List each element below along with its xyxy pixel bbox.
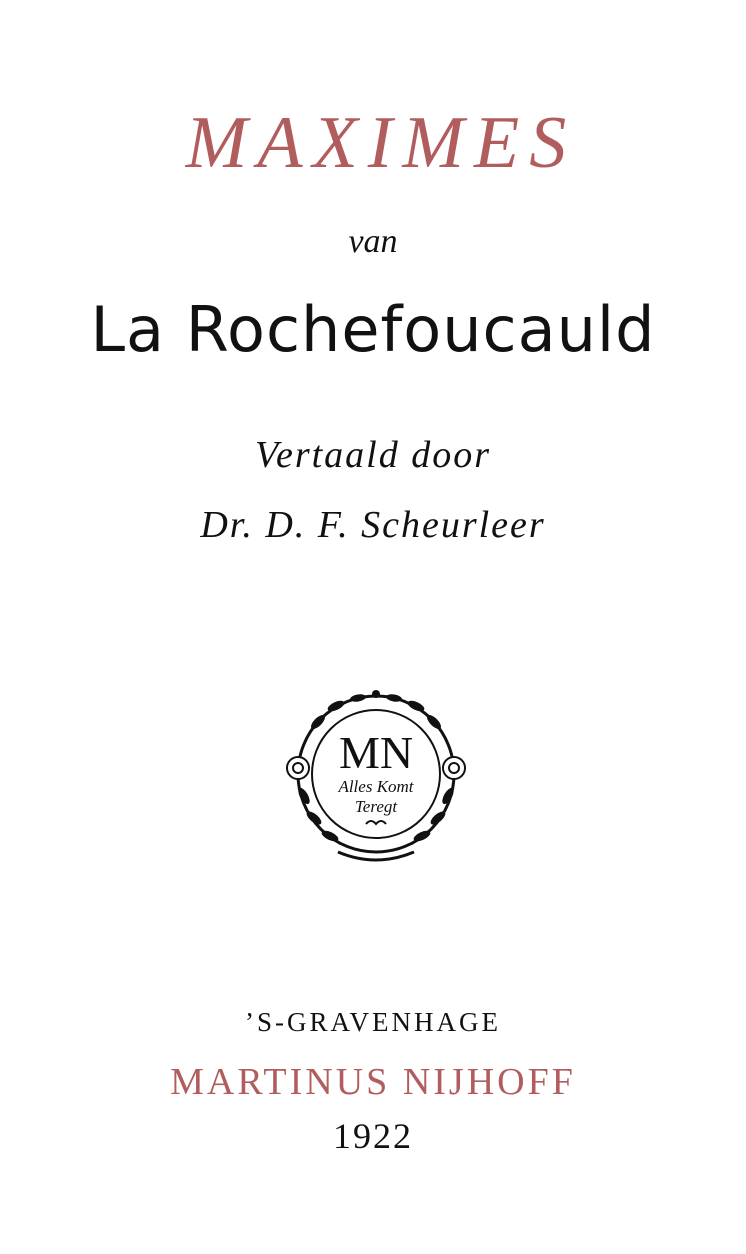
author-preposition: van (348, 223, 398, 260)
motto-flourish (366, 821, 386, 824)
imprint-publisher: MARTINUS NIJHOFF (170, 1061, 576, 1103)
emblem-monogram: MN (338, 727, 414, 778)
translation-note: Vertaald door (254, 434, 492, 476)
book-title: MAXIMES (185, 102, 577, 184)
publisher-emblem (278, 684, 474, 870)
emblem-motto-line2: Teregt (354, 797, 398, 816)
imprint-year: 1922 (333, 1116, 413, 1156)
translator-name: Dr. D. F. Scheurleer (200, 504, 546, 546)
author-name: La Rochefoucauld (90, 293, 656, 366)
top-ornament (372, 690, 380, 698)
rose-left-icon (287, 757, 309, 779)
emblem-motto-line1: Alles Komt (338, 777, 414, 796)
rose-right-icon (443, 757, 465, 779)
imprint-city: ’S-GRAVENHAGE (244, 1007, 501, 1037)
